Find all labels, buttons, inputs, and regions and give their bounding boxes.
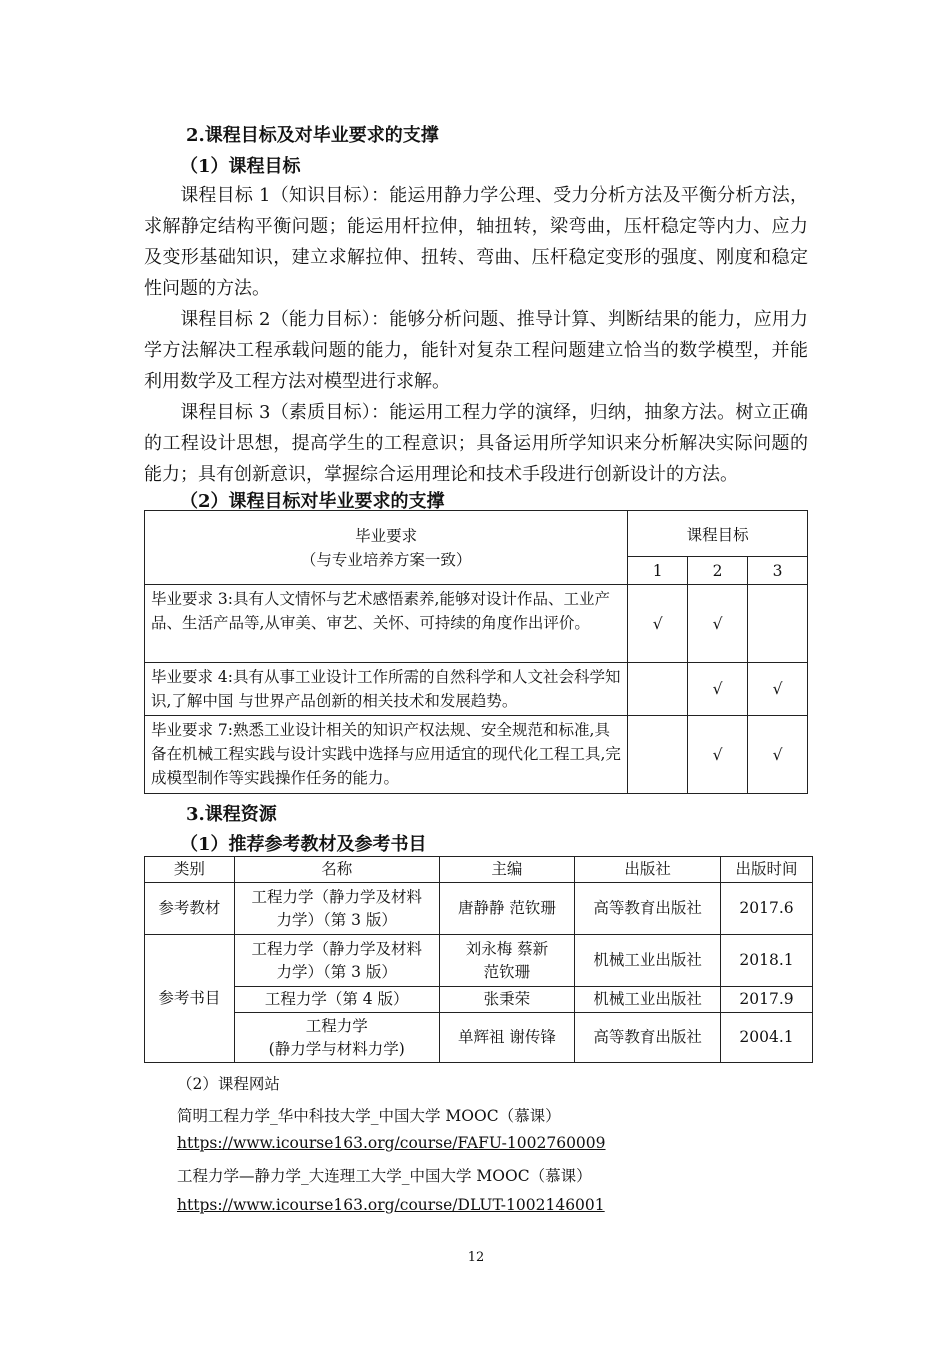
req-7-text: 毕业要求 7:熟悉工业设计相关的知识产权法规、安全规范和标准,具备在机械工程实践与设计实践中选择与应用适宜的现代化工程工具,完成模型制作等实践操作任务的能力。 xyxy=(145,716,628,794)
ref-1-editor xyxy=(439,935,575,987)
goal-1-text: 课程目标 1（知识目标）：能运用静力学公理、受力分析方法及平衡分析方法，求解静定结构平衡问题；能运用杆拉伸，轴扭转，梁弯曲，压杆稳定等内力、应力及变形基础知识，建立求解拉伸、扭转、弯曲、压杆稳定变形的强度、刚度和稳定性问题的方法。 xyxy=(144,185,808,299)
textbook-category: 参考教材 xyxy=(145,883,235,935)
req-header-cell xyxy=(145,511,628,585)
books-heading: （1）推荐参考教材及参考书目 xyxy=(180,834,427,855)
ref-1-publisher: 机械工业出版社 xyxy=(575,935,721,987)
goal-2-text: 课程目标 2（能力目标）：能够分析问题、推导计算、判断结果的能力，应用力学方法解决工程承载问题的能力，能针对复杂工程问题建立恰当的数学模型，并能利用数学及工程方法对模型进行求解。 xyxy=(144,309,808,392)
ref-3-publisher: 高等教育出版社 xyxy=(575,1013,721,1063)
table-row xyxy=(145,935,813,987)
ref-3-name-line1: 工程力学 xyxy=(305,1016,368,1035)
ref-2-year: 2017.9 xyxy=(721,987,813,1013)
course-goals-heading: （1）课程目标 xyxy=(180,156,301,177)
ref-3-editor: 单辉祖 谢传锋 xyxy=(439,1013,575,1063)
textbook-editor: 唐静静 范钦珊 xyxy=(439,883,575,935)
req-4-goal-3-mark: √ xyxy=(748,663,808,716)
ref-3-year: 2004.1 xyxy=(721,1013,813,1063)
support-heading: （2）课程目标对毕业要求的支撑 xyxy=(180,491,445,512)
site-1-name: 简明工程力学_华中科技大学_中国大学 MOOC（慕课） xyxy=(177,1107,561,1125)
table-row xyxy=(145,663,808,716)
table-row xyxy=(145,716,808,794)
refs-category: 参考书目 xyxy=(145,935,235,1063)
ref-1-editor-line1: 刘永梅 蔡新 xyxy=(465,939,549,958)
table-row xyxy=(145,1013,813,1063)
textbook-year: 2017.6 xyxy=(721,883,813,935)
req-7-goal-2-mark: √ xyxy=(688,716,748,794)
goal-2-paragraph xyxy=(144,304,808,397)
col-header-year: 出版时间 xyxy=(721,857,813,883)
textbook-publisher: 高等教育出版社 xyxy=(575,883,721,935)
goal-col-1: 1 xyxy=(628,557,688,585)
websites-heading: （2）课程网站 xyxy=(177,1075,280,1093)
ref-1-editor-line2: 范钦珊 xyxy=(483,962,531,981)
textbook-name xyxy=(234,883,439,935)
goal-3-text: 课程目标 3（素质目标）：能运用工程力学的演绎，归纳，抽象方法。树立正确的工程设计思想，提高学生的工程意识；具备运用所学知识来分析解决实际问题的能力；具有创新意识，掌握综合运用理论和技术手段进行创新设计的方法。 xyxy=(144,402,808,485)
req-3-goal-2-mark: √ xyxy=(688,585,748,663)
col-header-publisher: 出版社 xyxy=(575,857,721,883)
graduation-support-table xyxy=(144,510,808,794)
col-header-name: 名称 xyxy=(234,857,439,883)
col-header-editor: 主编 xyxy=(439,857,575,883)
ref-1-year: 2018.1 xyxy=(721,935,813,987)
req-header-line2: （与专业培养方案一致） xyxy=(300,550,472,569)
table-row xyxy=(145,883,813,935)
textbook-name-line1: 工程力学（静力学及材料 xyxy=(251,887,422,906)
ref-1-name-line1: 工程力学（静力学及材料 xyxy=(251,939,422,958)
site-2-link[interactable]: https://www.icourse163.org/course/DLUT-1002146001 xyxy=(177,1196,605,1214)
req-4-text: 毕业要求 4:具有从事工业设计工作所需的自然科学和人文社会科学知识,了解中国 与世界产品创新的相关技术和发展趋势。 xyxy=(145,663,628,716)
ref-2-editor: 张秉荣 xyxy=(439,987,575,1013)
col-header-category: 类别 xyxy=(145,857,235,883)
goal-1-paragraph xyxy=(144,180,808,304)
req-header-line1: 毕业要求 xyxy=(355,526,418,545)
goal-3-paragraph xyxy=(144,397,808,490)
req-7-goal-3-mark: √ xyxy=(748,716,808,794)
textbook-name-line2: 力学）（第 3 版） xyxy=(276,910,397,929)
req-7-goal-1-mark xyxy=(628,716,688,794)
goal-col-2: 2 xyxy=(688,557,748,585)
req-3-goal-1-mark: √ xyxy=(628,585,688,663)
table-row xyxy=(145,987,813,1013)
section-3-title: 3.课程资源 xyxy=(186,804,277,825)
page-number: 12 xyxy=(467,1250,485,1265)
req-3-goal-3-mark xyxy=(748,585,808,663)
goal-col-3: 3 xyxy=(748,557,808,585)
ref-1-name-line2: 力学）（第 3 版） xyxy=(276,962,397,981)
reference-books-table xyxy=(144,856,813,1063)
req-4-goal-2-mark: √ xyxy=(688,663,748,716)
site-1-link[interactable]: https://www.icourse163.org/course/FAFU-1002760009 xyxy=(177,1134,606,1152)
ref-3-name xyxy=(234,1013,439,1063)
ref-2-name: 工程力学（第 4 版） xyxy=(234,987,439,1013)
table-row xyxy=(145,585,808,663)
ref-3-name-line2: (静力学与材料力学) xyxy=(268,1039,405,1058)
goals-header: 课程目标 xyxy=(628,511,808,557)
ref-1-name xyxy=(234,935,439,987)
ref-2-publisher: 机械工业出版社 xyxy=(575,987,721,1013)
site-2-name: 工程力学—静力学_大连理工大学_中国大学 MOOC（慕课） xyxy=(177,1167,592,1185)
req-3-text: 毕业要求 3:具有人文情怀与艺术感悟素养,能够对设计作品、工业产品、生活产品等,从审美、审艺、关怀、可持续的角度作出评价。 xyxy=(145,585,628,663)
section-2-title: 2.课程目标及对毕业要求的支撑 xyxy=(186,125,439,146)
req-4-goal-1-mark xyxy=(628,663,688,716)
